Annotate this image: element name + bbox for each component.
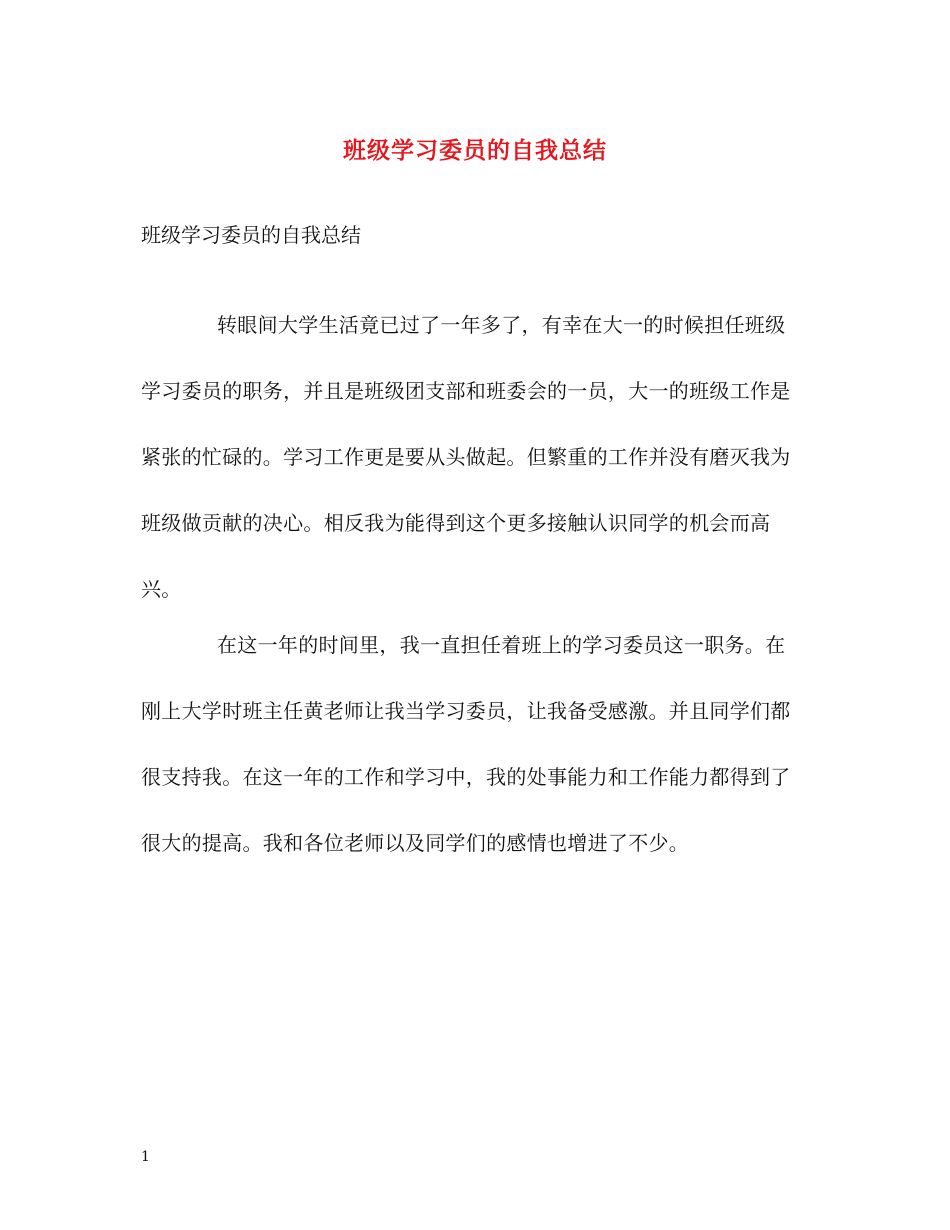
document-title: 班级学习委员的自我总结 bbox=[343, 137, 607, 164]
page-number: 1 bbox=[141, 1149, 150, 1165]
document-subtitle: 班级学习委员的自我总结 bbox=[141, 223, 361, 247]
body-paragraph-1: 转眼间大学生活竟已过了一年多了，有幸在大一的时候担任班级学习委员的职务，并且是班级团支部和班委会的一员，大一的班级工作是紧张的忙碌的。学习工作更是要从头做起。但繁重的工作并没有磨灭我为班级做贡献的决心。相反我为能得到这个更多接触认识同学的机会而高兴。 bbox=[141, 313, 791, 601]
body-paragraph-2: 在这一年的时间里，我一直担任着班上的学习委员这一职务。在刚上大学时班主任黄老师让我当学习委员，让我备受感激。并且同学们都很支持我。在这一年的工作和学习中，我的处事能力和工作能力都得到了很大的提高。我和各位老师以及同学们的感情也增进了不少。 bbox=[141, 633, 791, 855]
